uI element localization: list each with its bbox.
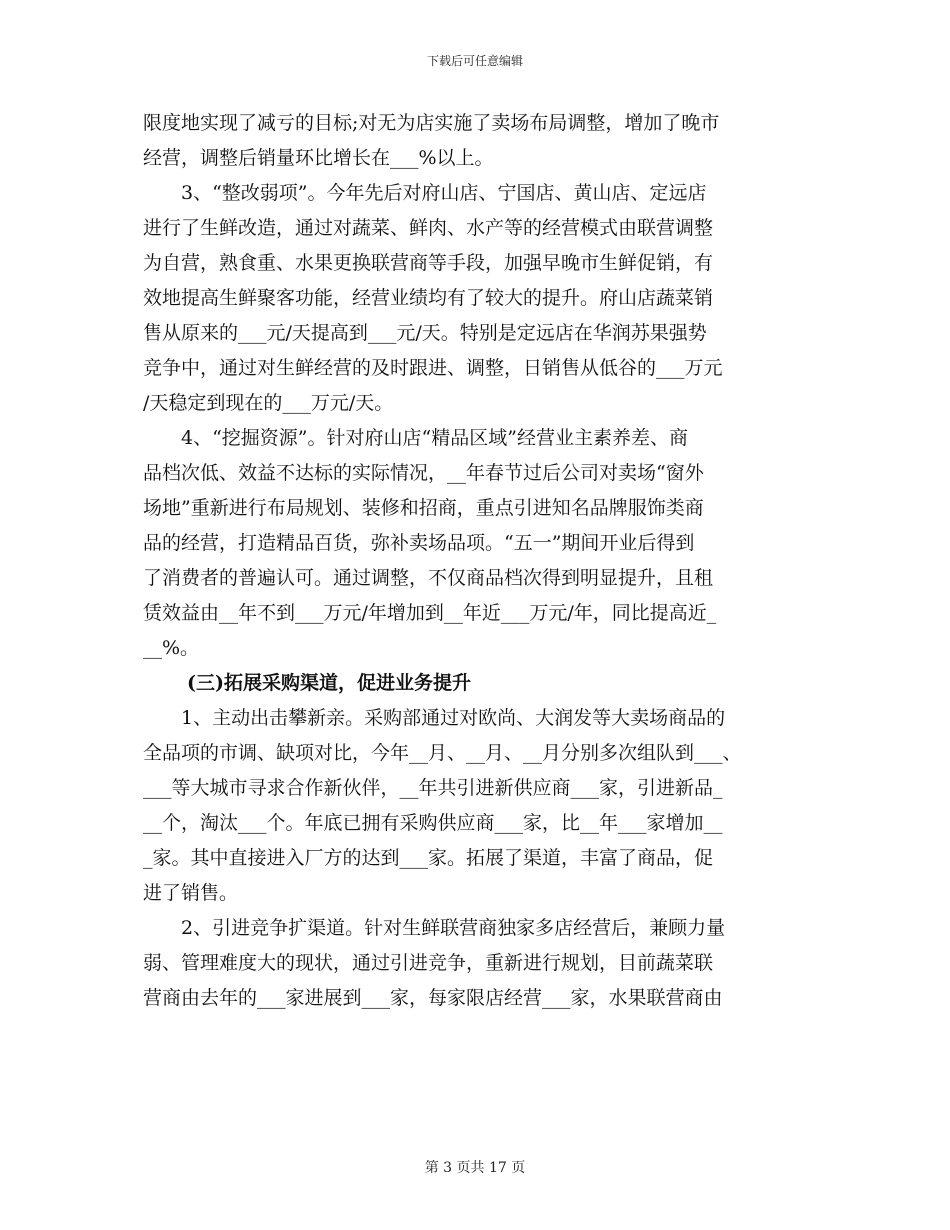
text-line: /天稳定到现在的___万元/天。 bbox=[143, 392, 394, 414]
text-line: 3、“整改弱项”。今年先后对府山店、宁国店、黄山店、定远店 bbox=[181, 182, 707, 204]
text-line: 场地”重新进行布局规划、装修和招商，重点引进知名品牌服饰类商 bbox=[143, 497, 704, 519]
text-line: 全品项的市调、缺项对比，今年__月、__月、__月分别多次组队到___、 bbox=[143, 742, 742, 764]
text-line: _家。其中直接进入厂方的达到___家。拓展了渠道，丰富了商品，促 bbox=[143, 847, 714, 869]
section-heading: (三)拓展采购渠道，促进业务提升 bbox=[187, 672, 471, 694]
text-line: 售从原来的___元/天提高到___元/天。特别是定远店在华润苏果强势 bbox=[143, 322, 707, 344]
text-line: 为自营，熟食重、水果更换联营商等手段，加强早晚市生鲜促销，有 bbox=[143, 252, 714, 274]
text-line: __%。 bbox=[143, 637, 200, 659]
text-line: __个，淘汰___个。年底已拥有采购供应商___家，比__年___家增加__ bbox=[143, 812, 723, 834]
text-line: 品的经营，打造精品百货，弥补卖场品项。“五一”期间开业后得到 bbox=[143, 532, 695, 554]
text-line: 营商由去年的___家进展到___家，每家限店经营___家，水果联营商由 bbox=[143, 987, 723, 1009]
text-line: 2、引进竞争扩渠道。针对生鲜联营商独家多店经营后，兼顾力量 bbox=[181, 917, 726, 939]
text-line: 限度地实现了减亏的目标;对无为店实施了卖场布局调整，增加了晚市 bbox=[143, 112, 720, 134]
page-header: 下载后可任意编辑 bbox=[426, 54, 523, 68]
text-line: ___等大城市寻求合作新伙伴，__年共引进新供应商___家，引进新品_ bbox=[143, 777, 723, 799]
text-line: 竞争中，通过对生鲜经营的及时跟进、调整，日销售从低谷的___万元 bbox=[143, 357, 723, 379]
page-footer: 第 3 页共 17 页 bbox=[424, 1160, 526, 1176]
text-line: 赁效益由__年不到___万元/年增加到__年近___万元/年，同比提高近_ bbox=[143, 602, 717, 624]
text-line: 进行了生鲜改造，通过对蔬菜、鲜肉、水产等的经营模式由联营调整 bbox=[143, 217, 714, 239]
document-body bbox=[143, 106, 808, 1016]
text-line: 进了销售。 bbox=[143, 882, 239, 904]
text-line: 4、“挖掘资源”。针对府山店“精品区域”经营业主素养差、商 bbox=[181, 427, 688, 449]
text-line: 品档次低、效益不达标的实际情况，__年春节过后公司对卖场“窗外 bbox=[143, 462, 704, 484]
text-line: 经营，调整后销量环比增长在___%以上。 bbox=[143, 147, 494, 169]
text-line: 了消费者的普遍认可。通过调整，不仅商品档次得到明显提升，且租 bbox=[143, 567, 714, 589]
text-line: 1、主动出击攀新亲。采购部通过对欧尚、大润发等大卖场商品的 bbox=[181, 707, 726, 729]
text-line: 效地提高生鲜聚客功能，经营业绩均有了较大的提升。府山店蔬菜销 bbox=[143, 287, 714, 309]
text-line: 弱、管理难度大的现状，通过引进竞争，重新进行规划，目前蔬菜联 bbox=[143, 952, 714, 974]
